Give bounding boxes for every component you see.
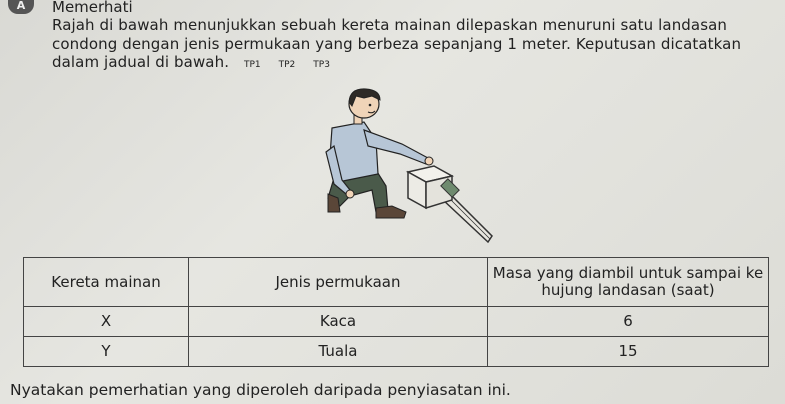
- results-table: [23, 257, 769, 367]
- tp-mark-1: TP1: [243, 60, 261, 70]
- header-time-taken: Masa yang diambil untuk sampai ke hujung landasan (saat): [488, 258, 769, 307]
- cell-time-taken: 6: [488, 307, 769, 337]
- table-header-row: [24, 258, 769, 307]
- tp-mark-2: TP2: [278, 60, 296, 70]
- instruction-text: Rajah di bawah menunjukkan sebuah kereta mainan dilepaskan menuruni satu landasan condong dengan jenis permukaan yang berbeza sepanjang 1 meter. Keputusan dicatatkan dalam jadual di bawah.: [52, 16, 742, 71]
- section-badge: A: [8, 0, 34, 14]
- table-row: [24, 307, 769, 337]
- instruction-paragraph: [52, 16, 772, 75]
- cell-surface-type: Kaca: [189, 307, 488, 337]
- section-heading: Memerhati: [52, 0, 133, 16]
- boy-toy-car-illustration: [306, 86, 496, 246]
- header-toy-car: Kereta mainan: [24, 258, 189, 307]
- question-prompt: Nyatakan pemerhatian yang diperoleh daripada penyiasatan ini.: [10, 381, 511, 399]
- cell-time-taken: 15: [488, 337, 769, 367]
- table-row: [24, 337, 769, 367]
- cell-toy-car: Y: [24, 337, 189, 367]
- cell-toy-car: X: [24, 307, 189, 337]
- cell-surface-type: Tuala: [189, 337, 488, 367]
- tp-mark-3: TP3: [313, 60, 330, 70]
- header-surface-type: Jenis permukaan: [189, 258, 488, 307]
